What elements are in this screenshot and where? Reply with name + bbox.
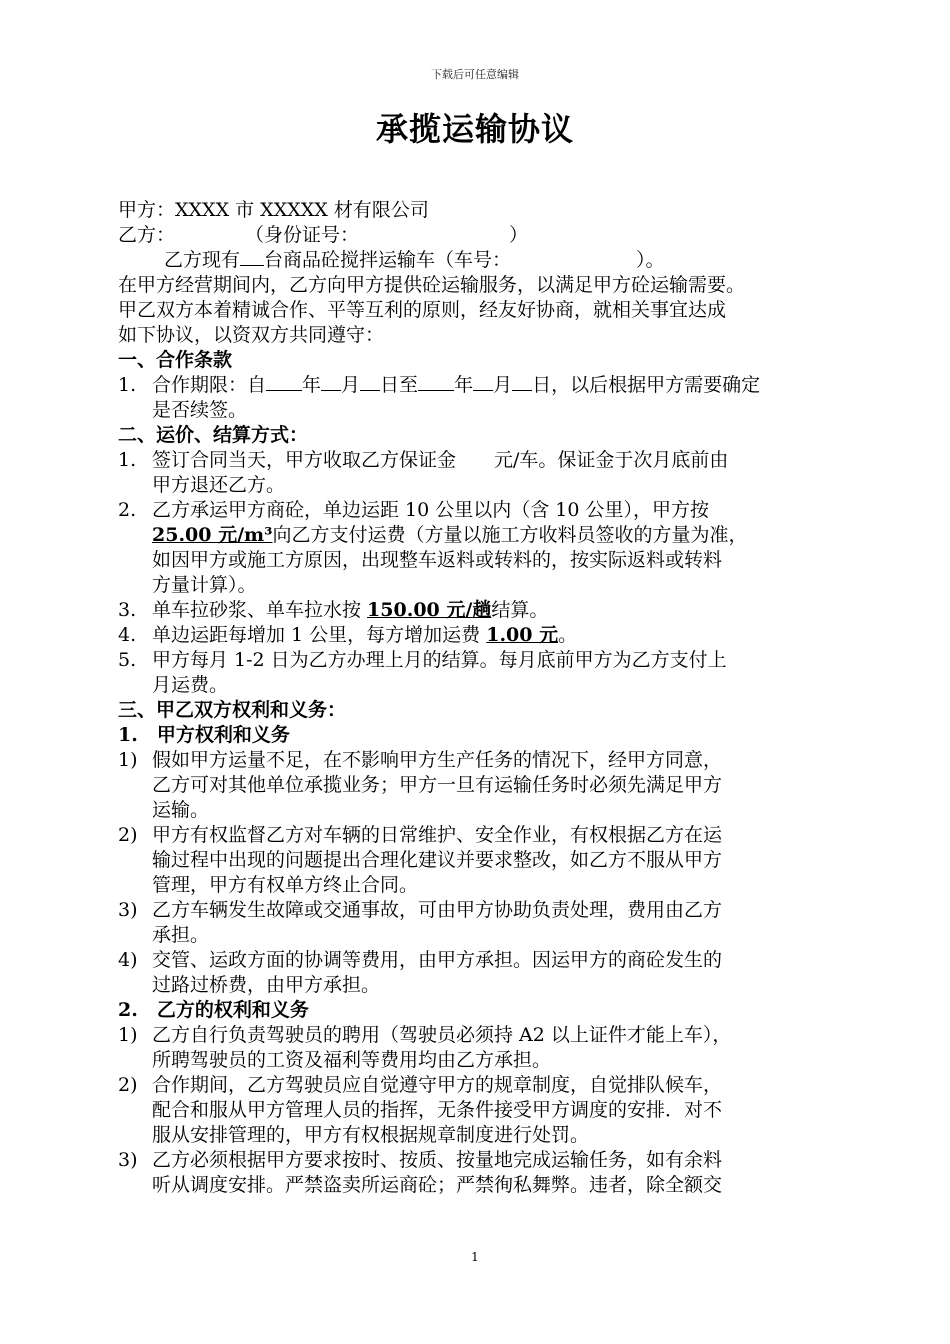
item-line: 甲方退还乙方。: [152, 474, 286, 496]
item-number: 1.: [118, 374, 137, 396]
item-text: [152, 648, 858, 698]
year-label-2: 年: [454, 374, 474, 396]
trip-tail: 结算。: [491, 599, 549, 621]
year-label: 年: [302, 374, 322, 396]
party-a-right-item-3: [118, 898, 858, 948]
party-a-rights-list: [118, 748, 858, 998]
section-1-item-1: [118, 373, 858, 423]
item-line: 服从安排管理的，甲方有权根据规章制度进行处罚。: [152, 1124, 590, 1146]
day-blank-2: [512, 390, 532, 391]
party-a-right-item-4: [118, 948, 858, 998]
party-a-right-item-1: [118, 748, 858, 823]
intro-line-4: 如下协议，以资双方共同遵守：: [118, 324, 385, 346]
item-line: 承担。: [152, 924, 210, 946]
item-number: 2.: [118, 499, 137, 521]
intro-text-c: ）。: [636, 249, 665, 271]
item-number: 4): [118, 949, 138, 971]
item-line: 是否续签。: [152, 399, 248, 421]
item-line: [152, 373, 858, 398]
party-b-right-item-3: [118, 1148, 858, 1198]
section-2-item-3: [118, 598, 858, 623]
document-title: 承揽运输协议: [375, 110, 574, 148]
item-line: 甲方有权监督乙方对车辆的日常维护、安全作业，有权根据乙方在运: [152, 824, 723, 846]
item-line: 交管、运政方面的协调等费用，由甲方承担。因运甲方的商砼发生的: [152, 949, 723, 971]
intro-vehicles: [118, 248, 858, 273]
item-line: 乙方车辆发生故障或交通事故，可由甲方协助负责处理，费用由乙方: [152, 899, 723, 921]
party-b-rights-list: [118, 1023, 858, 1198]
page-number: 1: [471, 1250, 479, 1264]
section-2-item-1: [118, 448, 858, 498]
year-blank: [266, 390, 302, 391]
item-line: 运输。: [152, 799, 210, 821]
item-line: 如因甲方或施工方原因，出现整车返料或转料的，按实际返料或转料: [152, 549, 723, 571]
item-line: 乙方自行负责驾驶员的聘用（驾驶员必须持 A2 以上证件才能上车），: [152, 1024, 732, 1046]
intro-text-a: 乙方现有: [164, 249, 241, 271]
item-text: [152, 448, 858, 498]
day-to-label: 日至: [380, 374, 419, 396]
intro-text-b: 台商品砼搅拌运输车（车号：: [264, 249, 512, 271]
item-line: 方量计算）。: [152, 574, 257, 596]
item-text: [152, 748, 858, 823]
item-line: 所聘驾驶员的工资及福利等费用均由乙方承担。: [152, 1049, 552, 1071]
item-number: 2): [118, 1074, 138, 1096]
item-text: [152, 1073, 858, 1148]
item-line: 乙方必须根据甲方要求按时、按质、按量地完成运输任务，如有余料: [152, 1149, 723, 1171]
section-1-heading: 一、合作条款: [118, 349, 233, 371]
party-b-id-close: ）: [509, 224, 529, 246]
deposit-tail: 元/车。保证金于次月底前由: [494, 449, 729, 471]
item-line: 乙方承运甲方商砼，单边运距 10 公里以内（含 10 公里），甲方按: [152, 499, 710, 521]
trip-price: 150.00 元/趟: [367, 599, 492, 621]
item-line: 听从调度安排。严禁盗卖所运商砼；严禁徇私舞弊。违者，除全额交: [152, 1174, 723, 1196]
section-2-item-2: [118, 498, 858, 598]
extra-km-tail: 。: [558, 624, 578, 646]
deposit-label: 签订合同当天，甲方收取乙方保证金: [152, 449, 457, 471]
trip-label: 单车拉砂浆、单车拉水按: [152, 599, 368, 621]
item-number: 3): [118, 1149, 138, 1171]
party-b-label: 乙方：: [118, 224, 176, 246]
item-text: [152, 498, 858, 598]
day-blank: [360, 390, 380, 391]
item-line: 配合和服从甲方管理人员的指挥，无条件接受甲方调度的安排．对不: [152, 1099, 723, 1121]
vehicle-count-blank: [240, 265, 264, 266]
month-label-2: 月: [493, 374, 513, 396]
item-number: 2): [118, 824, 138, 846]
item-text: [152, 1148, 858, 1198]
item-line: 乙方可对其他单位承揽业务；甲方一旦有运输任务时必须先满足甲方: [152, 774, 723, 796]
extra-km-label: 单边运距每增加 1 公里，每方增加运费: [152, 624, 487, 646]
item-number: 1): [118, 1024, 138, 1046]
header-note: 下载后可任意编辑: [431, 68, 519, 81]
year-blank-2: [418, 390, 454, 391]
item-text: [152, 623, 858, 648]
party-b-right-item-1: [118, 1023, 858, 1073]
item-text: [152, 598, 858, 623]
party-b-line: [118, 223, 858, 248]
item-line: 管理，甲方有权单方终止合同。: [152, 874, 419, 896]
item-line: 月运费。: [152, 674, 229, 696]
item-text: [152, 1023, 858, 1073]
subsection-party-b: 2. 乙方的权利和义务: [118, 999, 309, 1021]
item-number: 3.: [118, 599, 137, 621]
item-line: [152, 523, 858, 548]
item-number: 1): [118, 749, 138, 771]
item-line: [152, 448, 858, 473]
item-line: 过路过桥费，由甲方承担。: [152, 974, 381, 996]
item-text: [152, 373, 858, 423]
party-a-line: 甲方：XXXX 市 XXXXX 材有限公司: [118, 199, 429, 221]
price-tail: 向乙方支付运费（方量以施工方收料员签收的方量为准，: [272, 524, 748, 546]
document-body: [118, 198, 858, 1198]
section-2-item-5: [118, 648, 858, 698]
intro-line-3: 甲乙双方本着精诚合作、平等互利的原则，经友好协商，就相关事宜达成: [118, 299, 727, 321]
section-3-heading: 三、甲乙双方权利和义务：: [118, 699, 347, 721]
item-number: 3): [118, 899, 138, 921]
month-blank-2: [473, 390, 493, 391]
item-line: 输过程中出现的问题提出合理化建议并要求整改，如乙方不服从甲方: [152, 849, 723, 871]
item-number: 1.: [118, 449, 137, 471]
subsection-party-a: 1. 甲方权利和义务: [118, 724, 290, 746]
month-blank: [321, 390, 341, 391]
item-text: [152, 898, 858, 948]
section-2-heading: 二、运价、结算方式：: [118, 424, 309, 446]
item-line: 假如甲方运量不足，在不影响甲方生产任务的情况下，经甲方同意，: [152, 749, 723, 771]
unit-price: 25.00 元/m³: [152, 524, 273, 546]
item-number: 5.: [118, 649, 137, 671]
item-line: 甲方每月 1-2 日为乙方办理上月的结算。每月底前甲方为乙方支付上: [152, 649, 727, 671]
item-line: 合作期间，乙方驾驶员应自觉遵守甲方的规章制度，自觉排队候车，: [152, 1074, 723, 1096]
party-b-right-item-2: [118, 1073, 858, 1148]
party-a-right-item-2: [118, 823, 858, 898]
item-text: [152, 823, 858, 898]
party-b-id-label: （身份证号：: [245, 224, 360, 246]
item-text: [152, 948, 858, 998]
intro-line-2: 在甲方经营期间内，乙方向甲方提供砼运输服务，以满足甲方砼运输需要。: [118, 274, 746, 296]
month-label: 月: [341, 374, 361, 396]
term-tail: 日，以后根据甲方需要确定: [532, 374, 761, 396]
item-number: 4.: [118, 624, 137, 646]
term-label: 合作期限：自: [152, 374, 267, 396]
section-2-item-4: [118, 623, 858, 648]
extra-km-price: 1.00 元: [486, 624, 559, 646]
